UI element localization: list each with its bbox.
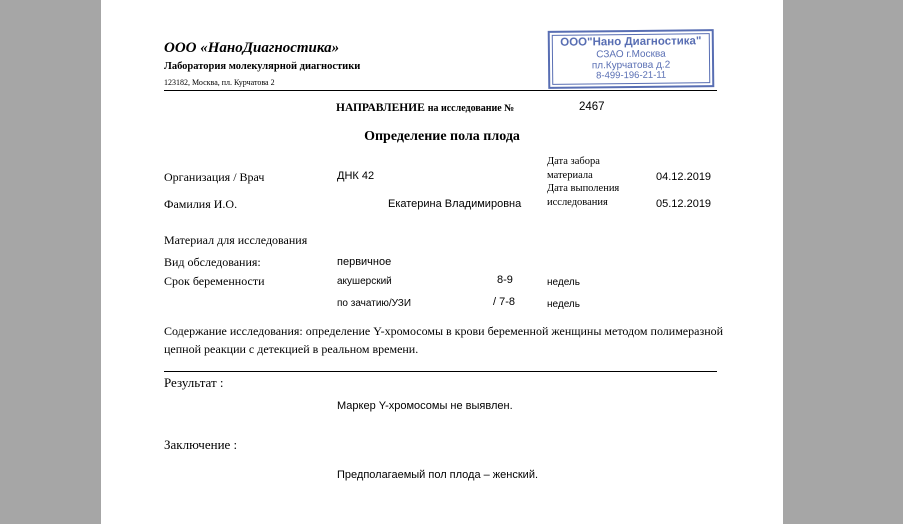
study-content: Содержание исследования: определение Y-хромосомы в крови беременной женщины методом полимеразной цепной реакции с детекцией в реальном времени.: [164, 324, 724, 356]
referral-number: 2467: [579, 101, 605, 113]
org-doctor-label: Организация / Врач: [164, 170, 265, 184]
patient-name-label: Фамилия И.О.: [164, 197, 238, 211]
result-label: Результат :: [164, 375, 224, 390]
conclusion-value: Предполагаемый пол плода – женский.: [337, 469, 539, 481]
company-stamp: [548, 29, 715, 89]
term-conception-value: / 7-8: [493, 296, 516, 308]
term-obstetric-value: 8-9: [497, 274, 513, 286]
content-divider: [164, 371, 717, 372]
material-label: Материал для исследования: [164, 233, 308, 247]
stamp-line-3: пл.Курчатова д.2: [591, 59, 671, 72]
exam-type-label: Вид обследования:: [164, 255, 261, 269]
result-value: Маркер Y-хромосомы не выявлен.: [337, 400, 513, 412]
collect-date-label: Дата забора материала: [547, 156, 600, 181]
conclusion-label: Заключение :: [164, 437, 238, 452]
org-subtitle: Лаборатория молекулярной диагностики: [164, 61, 361, 72]
stamp-line-1: ООО"Нано Диагностика": [560, 35, 702, 49]
exam-type-value: первичное: [337, 256, 392, 268]
term-obstetric-label: акушерский: [337, 276, 392, 287]
document-page: [101, 0, 783, 524]
exec-date-label: Дата выполения исследования: [547, 183, 620, 208]
referral-label: [336, 102, 514, 114]
document-title: Определение пола плода: [364, 129, 520, 144]
referral-label-main: НАПРАВЛЕНИЕ: [336, 102, 425, 114]
pregnancy-term-label: Срок беременности: [164, 274, 265, 288]
term-conception-label: по зачатию/УЗИ: [337, 298, 412, 309]
stamp-line-2: СЗАО г.Москва: [596, 48, 666, 61]
term-conception-unit: недель: [547, 299, 580, 310]
exec-date-value: 05.12.2019: [656, 198, 712, 210]
patient-name-value: Екатерина Владимировна: [388, 198, 522, 210]
header-divider: [164, 90, 717, 91]
collect-date-value: 04.12.2019: [656, 171, 712, 183]
referral-label-rest: на исследование №: [427, 103, 515, 114]
org-name: ООО «НаноДиагностика»: [164, 40, 340, 56]
stamp-line-4: 8-499-196-21-11: [596, 69, 667, 82]
term-obstetric-unit: недель: [547, 277, 580, 288]
org-doctor-value: ДНК 42: [337, 170, 375, 182]
org-address: 123182, Москва, пл. Курчатова 2: [164, 78, 275, 87]
